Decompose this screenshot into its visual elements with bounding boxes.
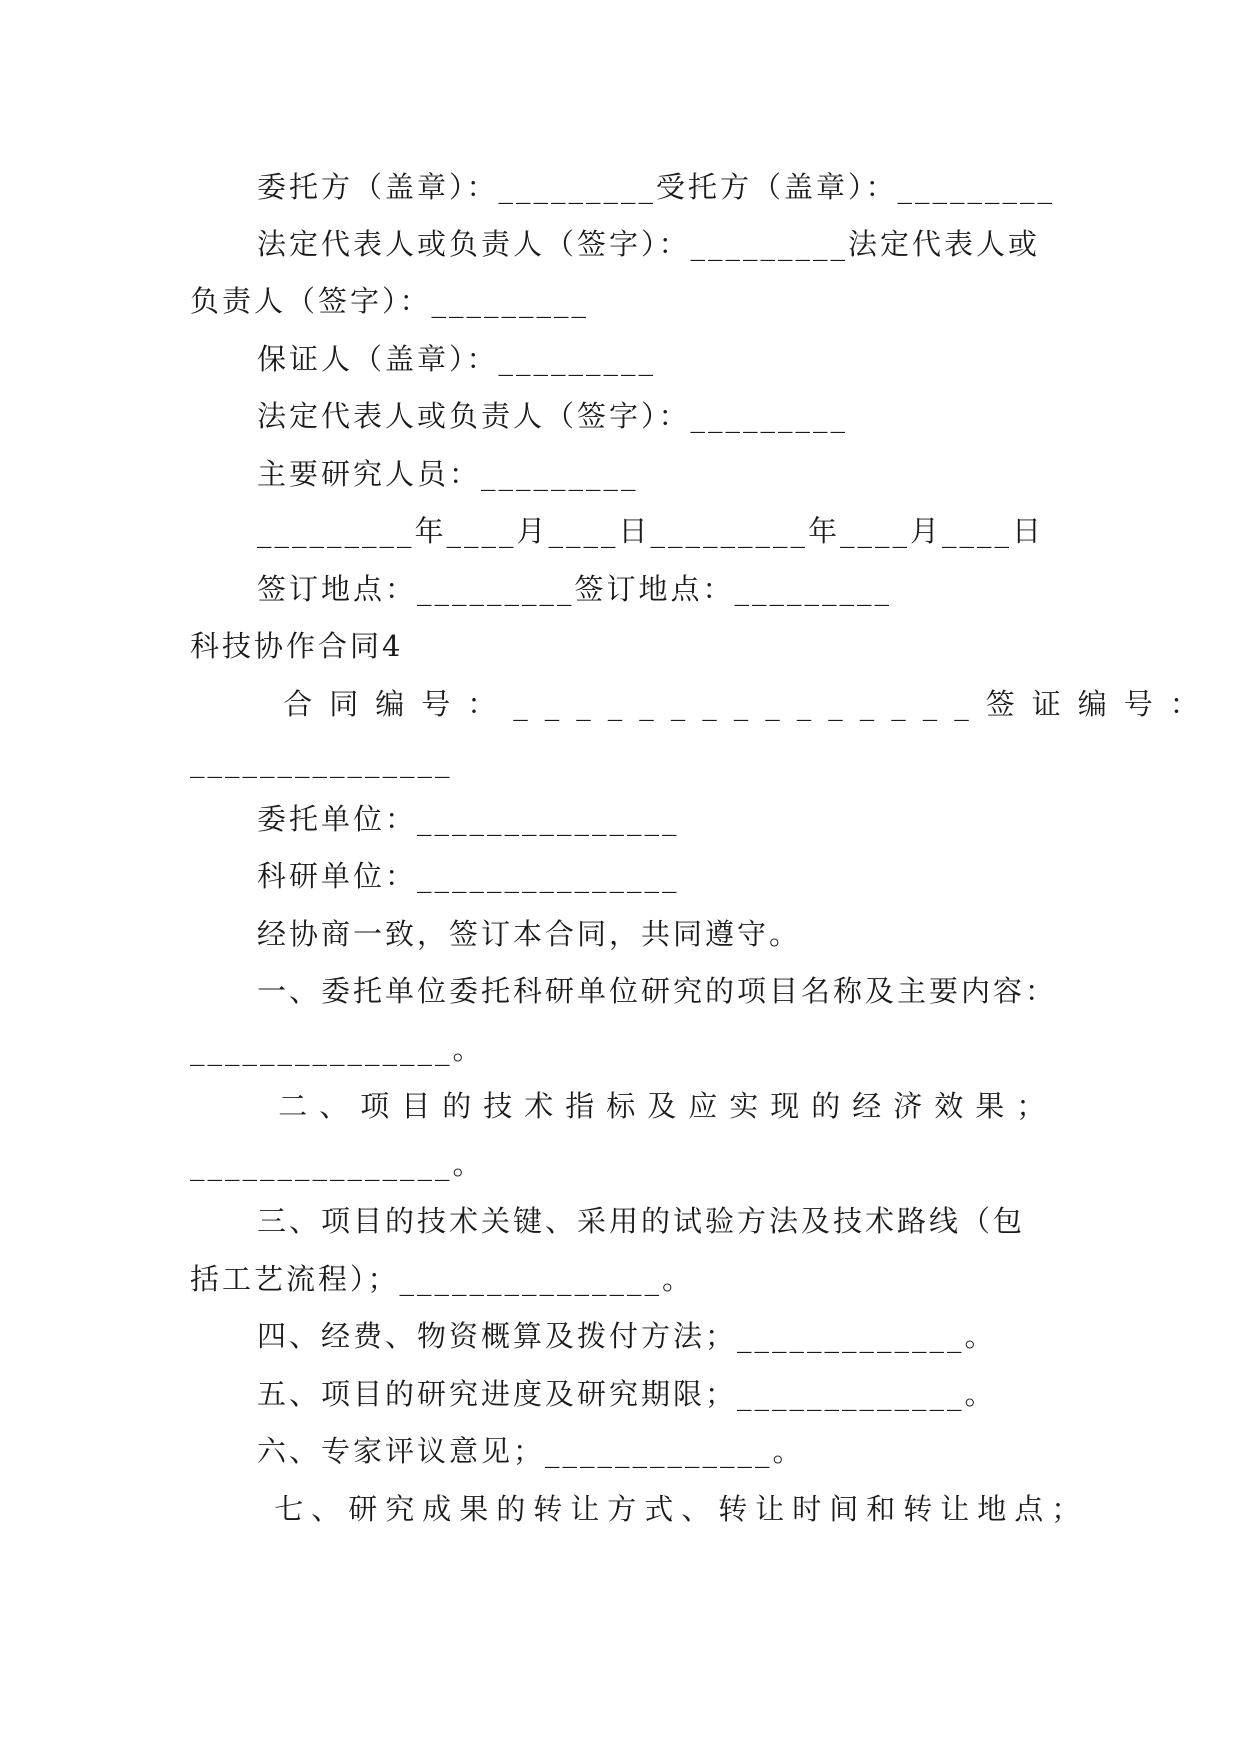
text-line: 三、项目的技术关键、采用的试验方法及技术路线（包 xyxy=(257,1204,1026,1238)
text-line: 六、专家评议意见；_____________。 xyxy=(257,1434,805,1468)
text-line: 一、委托单位委托科研单位研究的项目名称及主要内容： xyxy=(257,974,1058,1008)
text-line: 委托方（盖章）：_________受托方（盖章）：_________ xyxy=(257,170,1056,204)
text-line: 括工艺流程）；_______________。 xyxy=(190,1262,695,1296)
text-line: 五、项目的研究进度及研究期限；_____________。 xyxy=(257,1377,997,1411)
text-line: 法定代表人或负责人（签字）：_________ xyxy=(257,399,849,433)
text-line: 主要研究人员：_________ xyxy=(257,457,639,491)
text-line: _______________ xyxy=(190,744,453,778)
section-heading: 科技协作合同4 xyxy=(190,629,404,663)
text-line: 负责人（签字）：_________ xyxy=(190,284,590,318)
text-line: 科研单位：_______________ xyxy=(257,859,680,893)
text-line: 签订地点：_________签订地点：_________ xyxy=(257,572,893,606)
text-line: 委托单位：_______________ xyxy=(257,802,680,836)
text-line: 法定代表人或负责人（签字）：_________法定代表人或 xyxy=(257,227,1041,261)
text-line: _______________。 xyxy=(190,1147,485,1181)
text-line: 七、研究成果的转让方式、转让时间和转让地点； xyxy=(257,1492,1089,1526)
text-line: 经协商一致，签订本合同，共同遵守。 xyxy=(257,917,802,951)
text-line: 四、经费、物资概算及拨付方法；_____________。 xyxy=(257,1319,997,1353)
text-line: 合同编号：_______________签证编号： xyxy=(257,687,1216,721)
text-line: 保证人（盖章）：_________ xyxy=(257,342,657,376)
text-line: 二、项目的技术指标及应实现的经济效果； xyxy=(257,1089,1058,1123)
text-line: _________年____月____日_________年____月____日 xyxy=(257,514,1045,548)
text-line: _______________。 xyxy=(190,1032,485,1066)
